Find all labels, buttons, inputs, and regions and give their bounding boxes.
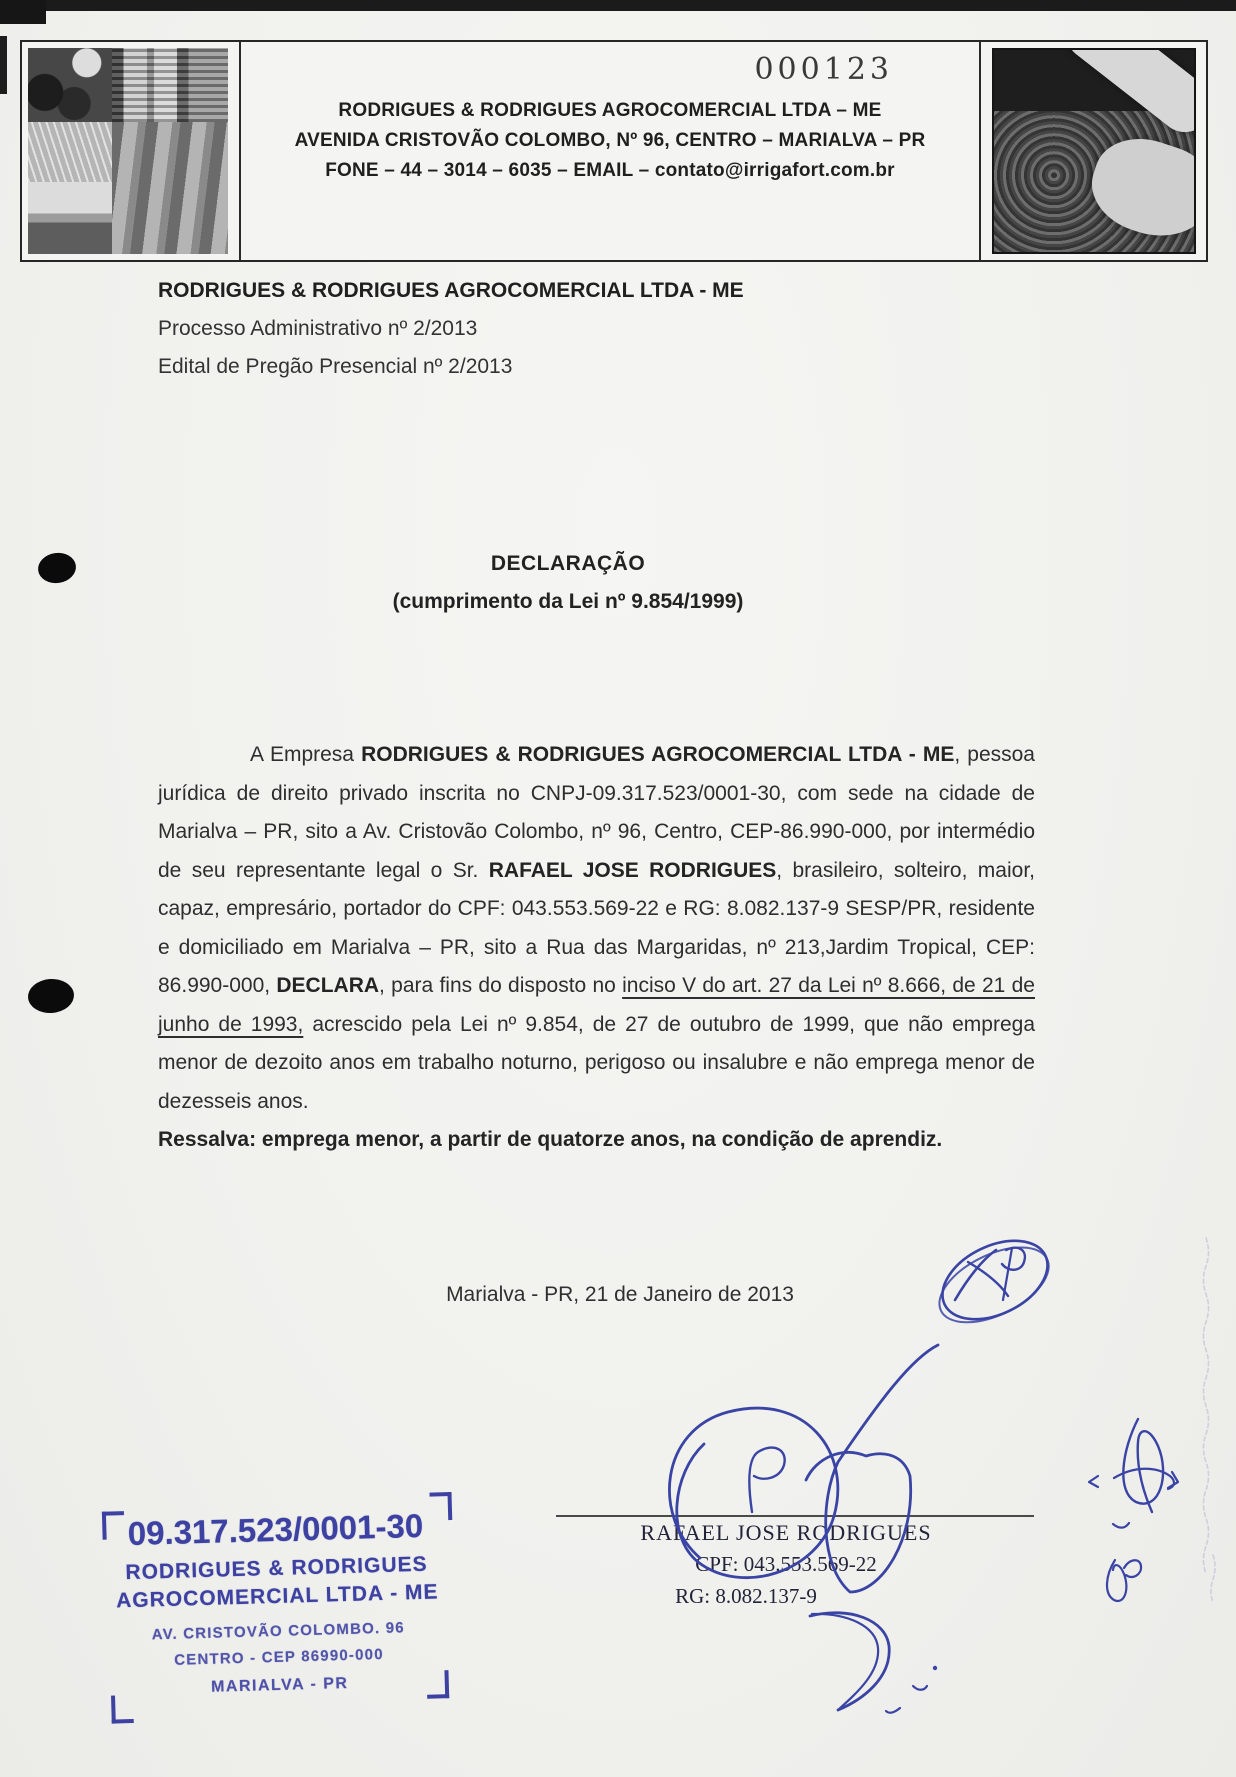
- roots-photo: [112, 122, 228, 254]
- declaration-title: DECLARAÇÃO: [490, 552, 646, 575]
- body-text: acrescido pela Lei nº 9.854, de 27 de outubro de 1999, que não emprega menor de dezoito anos em trabalho noturno, perigoso ou insalubre e não emprega menor de dezesseis anos.: [158, 1012, 1036, 1113]
- declaration-subtitle: (cumprimento da Lei nº 9.854/1999): [392, 590, 744, 613]
- body-text: , para fins do disposto no: [379, 974, 623, 997]
- document-number-stamp: 000123: [754, 52, 893, 87]
- scan-edge-artifact: [0, 0, 46, 24]
- letterhead: [20, 40, 1208, 262]
- signatory-rg: RG: 8.082.137-9: [675, 1584, 817, 1608]
- letterhead-center-cell: [241, 42, 979, 260]
- hole-punch-mark: [27, 977, 75, 1014]
- letterhead-left-cell: [22, 42, 241, 260]
- crops-collage-image: [28, 48, 228, 254]
- company-title: RODRIGUES & RODRIGUES AGROCOMERCIAL LTDA - ME: [158, 279, 744, 302]
- stamp-company-line1: RODRIGUES & RODRIGUES: [125, 1552, 428, 1585]
- edict-number-line: Edital de Pregão Presencial nº 2/2013: [158, 355, 513, 378]
- company-name-bold: RODRIGUES & RODRIGUES AGROCOMERCIAL LTDA - ME: [361, 743, 955, 766]
- stamp-company-line2: AGROCOMERCIAL LTDA - ME: [115, 1580, 439, 1613]
- body-text: , brasileiro, solteiro, maior, capaz, empresário, portador do CPF: 043.553.569-22 e RG: 8.082.137-9 SESP/PR, residente e domiciliado em Marialva – PR, sito a Rua das Margaridas, nº 213,Jardim Tropical, CEP: 86.990-000,: [158, 858, 1035, 997]
- signatory-name-bold: RAFAEL JOSE RODRIGUES: [488, 858, 777, 882]
- foliage-photo: [28, 48, 112, 122]
- letterhead-address-line: AVENIDA CRISTOVÃO COLOMBO, Nº 96, CENTRO – MARIALVA – PR: [294, 130, 926, 151]
- letterhead-company-line: RODRIGUES & RODRIGUES AGROCOMERCIAL LTDA – ME: [338, 100, 882, 121]
- body-text: A Empresa: [250, 743, 362, 766]
- body-paragraph: [158, 736, 1035, 1121]
- scan-edge-artifact: [0, 36, 7, 94]
- process-number-line: Processo Administrativo nº 2/2013: [158, 317, 478, 340]
- stamp-address: AV. CRISTOVÃO COLOMBO. 96: [151, 1619, 406, 1644]
- ressalva-line: Ressalva: emprega menor, a partir de quatorze anos, na condição de aprendiz.: [158, 1128, 943, 1151]
- hole-punch-mark: [36, 551, 78, 586]
- signatory-name: RAFAEL JOSE RODRIGUES: [640, 1520, 932, 1545]
- declara-bold: DECLARA: [276, 974, 380, 997]
- cnpj-rubber-stamp: [94, 1506, 462, 1731]
- wheat-photo: [28, 122, 112, 182]
- glove-shape: [1081, 126, 1196, 251]
- letterhead-right-cell: [979, 42, 1206, 260]
- letterhead-text: [241, 96, 979, 186]
- date-line: Marialva - PR, 21 de Janeiro de 2013: [446, 1283, 794, 1306]
- paraph-signature: [924, 1225, 1060, 1338]
- stamp-cep: CENTRO - CEP 86990-000: [174, 1645, 384, 1669]
- signatory-cpf: CPF: 043.553.569-22: [695, 1552, 877, 1576]
- law-reference-underlined: inciso V do art. 27 da Lei nº 8.666, de 21 de junho de 1993,: [158, 974, 1035, 1036]
- declaration-body: [158, 736, 1035, 1160]
- body-text: , pessoa jurídica de direito privado inscrita no CNPJ-09.317.523/0001-30, com sede na cidade de Marialva – PR, sito a Av. Cristovão Colombo, nº 96, Centro, CEP-86.990-000, por intermédio de seu representante legal o Sr.: [158, 743, 1035, 882]
- document-title-block: [158, 272, 744, 386]
- landscape-photo: [28, 182, 112, 254]
- letterhead-contact-line: FONE – 44 – 3014 – 6035 – EMAIL – contato@irrigafort.com.br: [325, 160, 895, 181]
- margin-scribble: [1089, 1419, 1178, 1601]
- signature-rule: [556, 1515, 1034, 1517]
- stamp-cnpj: 09.317.523/0001-30: [127, 1506, 424, 1553]
- scan-edge-artifact: [0, 0, 1236, 11]
- soil-hands-photo: [992, 48, 1196, 254]
- bottom-scribble: [810, 1613, 937, 1713]
- stamp-city: MARIALVA - PR: [210, 1674, 349, 1696]
- corn-photo: [112, 48, 228, 122]
- edge-handwriting-artifact: [1204, 1238, 1216, 1603]
